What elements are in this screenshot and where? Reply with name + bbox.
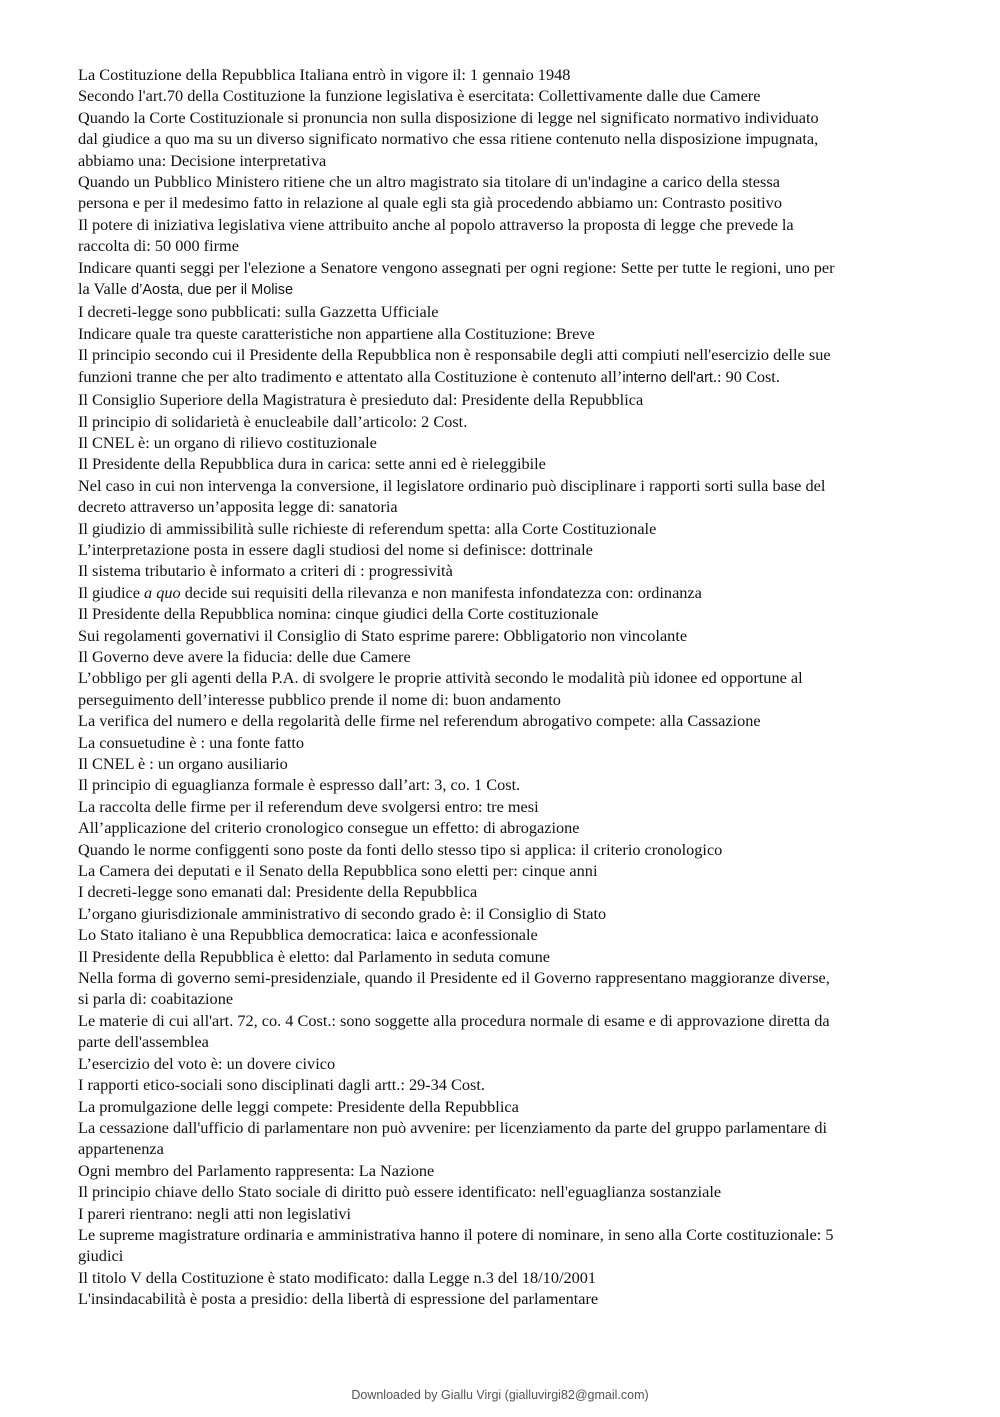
text-fragment: funzioni tranne che per alto tradimento e attentato alla Costituzione è contenuto all’	[78, 366, 623, 386]
text-line: parte dell'assemblea	[78, 1032, 209, 1052]
text-line: L’interpretazione posta in essere dagli studiosi del nome si definisce: dottrinale	[78, 539, 593, 559]
text-line: Ogni membro del Parlamento rappresenta: La Nazione	[78, 1160, 435, 1180]
text-line: L’obbligo per gli agenti della P.A. di svolgere le proprie attività secondo le modalità più idonee ed opportune al	[78, 668, 803, 688]
text-line: All’applicazione del criterio cronologico consegue un effetto: di abrogazione	[78, 818, 580, 838]
text-line: La raccolta delle firme per il referendum deve svolgersi entro: tre mesi	[78, 796, 539, 816]
text-line: abbiamo una: Decisione interpretativa	[78, 150, 327, 170]
text-line: L'insindacabilità è posta a presidio: della libertà di espressione del parlamentare	[78, 1289, 599, 1309]
text-line: Quando un Pubblico Ministero ritiene che un altro magistrato sia titolare di un'indagine a carico della stessa	[78, 172, 780, 192]
text-line: Indicare quale tra queste caratteristiche non appartiene alla Costituzione: Breve	[78, 323, 595, 343]
text-line: Il principio secondo cui il Presidente della Repubblica non è responsabile degli atti compiuti nell'esercizio delle sue	[78, 345, 831, 365]
text-line: Le materie di cui all'art. 72, co. 4 Cost.: sono soggette alla procedura normale di esame e di approvazione diretta da	[78, 1010, 830, 1030]
text-fragment: decide sui requisiti della rilevanza e non manifesta infondatezza con: ordinanza	[180, 582, 702, 602]
text-line: Il Presidente della Repubblica nomina: cinque giudici della Corte costituzionale	[78, 604, 599, 624]
text-line: Il Presidente della Repubblica è eletto: dal Parlamento in seduta comune	[78, 946, 551, 966]
text-line: Il principio chiave dello Stato sociale di diritto può essere identificato: nell'eguaglianza sostanziale	[78, 1182, 722, 1202]
text-line: Il CNEL è: un organo di rilievo costituzionale	[78, 432, 377, 452]
text-line: Sui regolamenti governativi il Consiglio di Stato esprime parere: Obbligatorio non vincolante	[78, 625, 688, 645]
text-line: L’esercizio del voto è: un dovere civico	[78, 1053, 336, 1073]
text-line: I rapporti etico-sociali sono disciplinati dagli artt.: 29-34 Cost.	[78, 1075, 485, 1095]
text-fragment-sans: d’Aosta, due per il Molise	[131, 282, 294, 299]
text-line: Il Presidente della Repubblica dura in carica: sette anni ed è rieleggibile	[78, 454, 546, 474]
text-line: Il CNEL è : un organo ausiliario	[78, 754, 288, 773]
download-footer: Downloaded by Giallu Virgi (gialluvirgi82@gmail.com)	[351, 1388, 649, 1402]
text-line: si parla di: coabitazione	[78, 989, 234, 1009]
text-line	[78, 278, 948, 301]
text-line: La verifica del numero e della regolarità delle firme nel referendum abrogativo compete: alla Cassazione	[78, 711, 761, 731]
text-line: L’organo giurisdizionale amministrativo di secondo grado è: il Consiglio di Stato	[78, 903, 607, 923]
italic-fragment: a quo	[144, 582, 181, 602]
text-line: Nella forma di governo semi-presidenziale, quando il Presidente ed il Governo rappresentano maggioranze diverse,	[78, 968, 830, 988]
text-line: La Costituzione della Repubblica Italiana entrò in vigore il: 1 gennaio 1948	[78, 65, 571, 84]
document-body	[78, 64, 948, 1310]
text-line: Quando la Corte Costituzionale si pronuncia non sulla disposizione di legge nel significato normativo individuato	[78, 107, 819, 127]
text-line: La Camera dei deputati e il Senato della Repubblica sono eletti per: cinque anni	[78, 861, 598, 881]
text-line: La cessazione dall'ufficio di parlamentare non può avvenire: per licenziamento da parte del gruppo parlamentare di	[78, 1117, 827, 1137]
text-line: Il Governo deve avere la fiducia: delle due Camere	[78, 646, 411, 666]
text-line: raccolta di: 50 000 firme	[78, 236, 239, 256]
text-fragment: la Valle	[78, 279, 132, 299]
text-line: La consuetudine è : una fonte fatto	[78, 732, 305, 752]
text-line	[78, 582, 948, 603]
text-line: dal giudice a quo ma su un diverso significato normativo che essa ritiene contenuto nella disposizione impugnata,	[78, 129, 819, 149]
text-line: I pareri rientrano: negli atti non legislativi	[78, 1203, 352, 1223]
text-fragment: Il giudice	[78, 582, 145, 602]
text-line: decreto attraverso un’apposita legge di: sanatoria	[78, 497, 398, 517]
text-line	[78, 366, 948, 389]
text-line: Il giudizio di ammissibilità sulle richieste di referendum spetta: alla Corte Costituzionale	[78, 518, 657, 538]
text-line: Lo Stato italiano è una Repubblica democratica: laica e aconfessionale	[78, 925, 538, 945]
text-line: persona e per il medesimo fatto in relazione al quale egli sta già procedendo abbiamo un: Contrasto positivo	[78, 193, 782, 213]
text-line: Secondo l'art.70 della Costituzione la funzione legislativa è esercitata: Collettivamente dalle due Camere	[78, 86, 761, 106]
text-line: Nel caso in cui non intervenga la conversione, il legislatore ordinario può disciplinare i rapporti sorti sulla base del	[78, 475, 826, 495]
text-fragment: .: 90 Cost.	[712, 366, 780, 386]
text-line: Le supreme magistrature ordinaria e amministrativa hanno il potere di nominare, in seno alla Corte costituzionale: 5	[78, 1224, 834, 1244]
text-line: Il Consiglio Superiore della Magistratura è presieduto dal: Presidente della Repubblica	[78, 390, 644, 410]
text-line: Indicare quanti seggi per l'elezione a Senatore vengono assegnati per ogni regione: Sette per tutte le regioni, uno per	[78, 257, 835, 277]
text-line: Il potere di iniziativa legislativa viene attribuito anche al popolo attraverso la proposta di legge che prevede la	[78, 214, 794, 234]
text-line: perseguimento dell’interesse pubblico prende il nome di: buon andamento	[78, 689, 561, 709]
text-fragment-sans: interno dell'art	[622, 369, 713, 386]
text-line: La promulgazione delle leggi compete: Presidente della Repubblica	[78, 1096, 519, 1116]
text-line: I decreti-legge sono pubblicati: sulla Gazzetta Ufficiale	[78, 302, 439, 322]
text-line: Il principio di eguaglianza formale è espresso dall’art: 3, co. 1 Cost.	[78, 775, 521, 795]
text-line: Il sistema tributario è informato a criteri di : progressività	[78, 561, 453, 581]
text-line: giudici	[78, 1246, 124, 1266]
text-line: Il titolo V della Costituzione è stato modificato: dalla Legge n.3 del 18/10/2001	[78, 1267, 597, 1287]
text-line: I decreti-legge sono emanati dal: Presidente della Repubblica	[78, 882, 478, 902]
text-line: appartenenza	[78, 1139, 164, 1159]
text-line: Il principio di solidarietà è enucleabile dall’articolo: 2 Cost.	[78, 411, 468, 431]
text-line: Quando le norme configgenti sono poste da fonti dello stesso tipo si applica: il criterio cronologico	[78, 839, 723, 859]
